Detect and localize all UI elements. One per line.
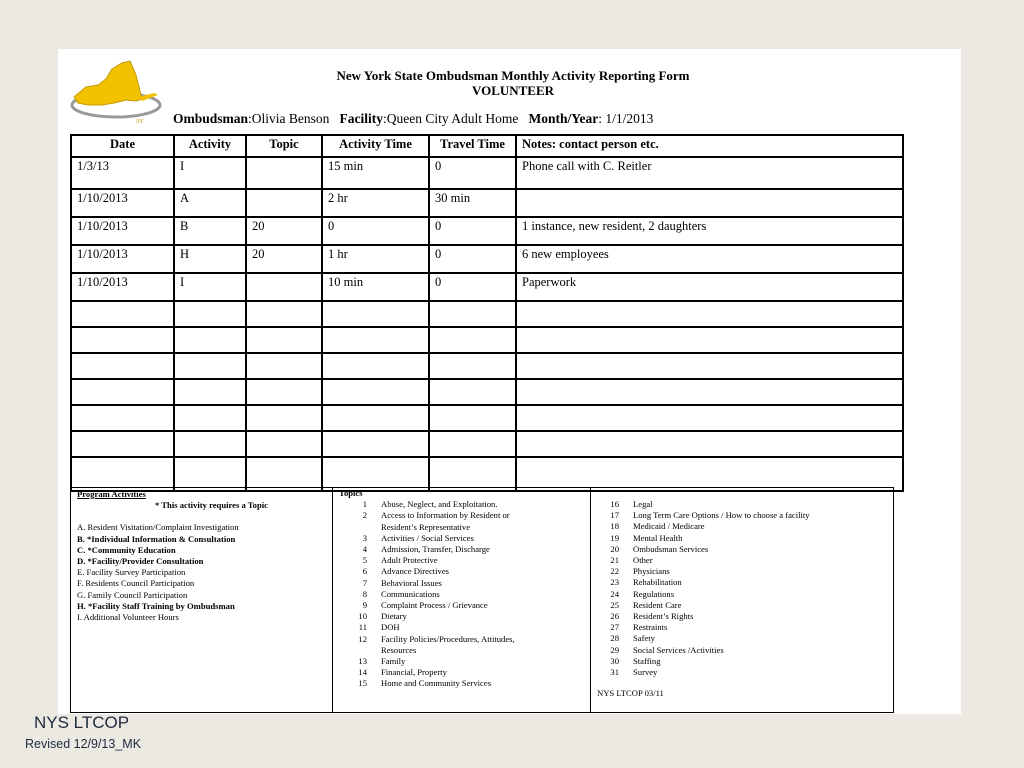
table-row bbox=[71, 245, 903, 273]
topic-text: Ombudsman Services bbox=[633, 543, 709, 554]
cell-date bbox=[71, 353, 174, 379]
activity-table bbox=[70, 134, 904, 492]
ombudsman-value: :Olivia Benson bbox=[248, 111, 330, 126]
topic-text: Dietary bbox=[381, 611, 407, 622]
topic-number: 25 bbox=[610, 599, 619, 610]
topic-item bbox=[339, 678, 584, 689]
facility-value: :Queen City Adult Home bbox=[383, 111, 519, 126]
cell-notes bbox=[516, 327, 903, 353]
cell-notes bbox=[516, 457, 903, 491]
cell-activity: I bbox=[174, 157, 246, 189]
column-header-topic: Topic bbox=[246, 135, 322, 157]
table-row bbox=[71, 189, 903, 217]
topic-number: 24 bbox=[610, 588, 619, 599]
program-activity-item: C. *Community Education bbox=[77, 544, 176, 555]
form-title: New York State Ombudsman Monthly Activity Reporting Form bbox=[336, 68, 690, 83]
table-row bbox=[71, 157, 903, 189]
cell-notes: 1 instance, new resident, 2 daughters bbox=[516, 217, 903, 245]
topic-text: Advance Directives bbox=[381, 566, 450, 577]
topic-number: 10 bbox=[358, 611, 367, 622]
month-year-value: : 1/1/2013 bbox=[598, 111, 654, 126]
program-activities-column bbox=[71, 488, 333, 712]
topic-number: 11 bbox=[358, 622, 367, 633]
cell-activity-time bbox=[322, 327, 429, 353]
topic-number: 26 bbox=[610, 611, 619, 622]
cell-topic bbox=[246, 157, 322, 189]
topic-number: 6 bbox=[362, 566, 367, 577]
cell-notes bbox=[516, 379, 903, 405]
cell-activity-time: 10 min bbox=[322, 273, 429, 301]
cell-topic bbox=[246, 353, 322, 379]
topic-item bbox=[339, 555, 584, 566]
topic-item bbox=[339, 499, 584, 510]
topic-item bbox=[597, 566, 887, 577]
topic-text: Access to Information by Resident or bbox=[381, 510, 510, 521]
topic-number: 18 bbox=[610, 521, 619, 532]
program-activity-item: H. *Facility Staff Training by Ombudsman bbox=[77, 600, 235, 611]
cell-activity: B bbox=[174, 217, 246, 245]
cell-activity bbox=[174, 353, 246, 379]
topic-item bbox=[339, 578, 584, 589]
topic-number: 12 bbox=[358, 633, 367, 644]
program-activity-item: E. Facility Survey Participation bbox=[77, 567, 186, 578]
cell-date: 1/3/13 bbox=[71, 157, 174, 189]
cell-topic bbox=[246, 379, 322, 405]
cell-travel-time: 0 bbox=[429, 217, 516, 245]
topic-item bbox=[597, 521, 887, 532]
topic-number: 7 bbox=[362, 577, 367, 588]
cell-activity: A bbox=[174, 189, 246, 217]
topic-number: 2 bbox=[362, 510, 367, 521]
cell-date bbox=[71, 431, 174, 457]
table-row bbox=[71, 301, 903, 327]
program-activity-item: B. *Individual Information & Consultation bbox=[77, 533, 236, 544]
cell-date bbox=[71, 379, 174, 405]
cell-notes: Paperwork bbox=[516, 273, 903, 301]
cell-travel-time: 0 bbox=[429, 157, 516, 189]
topic-text: Mental Health bbox=[633, 532, 683, 543]
topic-number: 22 bbox=[610, 566, 619, 577]
table-row bbox=[71, 353, 903, 379]
cell-activity-time: 0 bbox=[322, 217, 429, 245]
cell-topic bbox=[246, 457, 322, 491]
cell-activity bbox=[174, 301, 246, 327]
topic-text: Long Term Care Options / How to choose a facility bbox=[633, 510, 810, 521]
topic-text: Medicaid / Medicare bbox=[633, 521, 705, 532]
topic-item bbox=[339, 510, 584, 521]
cell-activity-time: 2 hr bbox=[322, 189, 429, 217]
cell-activity bbox=[174, 405, 246, 431]
topic-text: Rehabilitation bbox=[633, 577, 682, 588]
topic-text: DOH bbox=[381, 622, 400, 633]
topic-item bbox=[597, 544, 887, 555]
cell-activity-time bbox=[322, 431, 429, 457]
program-activity-item: A. Resident Visitation/Complaint Investigation bbox=[77, 522, 239, 533]
cell-date: 1/10/2013 bbox=[71, 245, 174, 273]
cell-date: 1/10/2013 bbox=[71, 189, 174, 217]
cell-activity bbox=[174, 457, 246, 491]
topic-text: Resources bbox=[381, 644, 417, 655]
cell-activity-time bbox=[322, 405, 429, 431]
topic-item bbox=[597, 622, 887, 633]
facility-label: Facility bbox=[339, 111, 384, 126]
cell-travel-time bbox=[429, 457, 516, 491]
cell-travel-time bbox=[429, 405, 516, 431]
topic-text: Financial, Property bbox=[381, 667, 447, 678]
cell-notes bbox=[516, 353, 903, 379]
table-row bbox=[71, 327, 903, 353]
topic-text: Adult Protective bbox=[381, 555, 438, 566]
topic-item bbox=[597, 611, 887, 622]
topic-text: Communications bbox=[381, 588, 440, 599]
cell-activity: I bbox=[174, 273, 246, 301]
column-header-date: Date bbox=[71, 135, 174, 157]
topic-number: 5 bbox=[362, 555, 367, 566]
program-activity-item: I. Additional Volunteer Hours bbox=[77, 612, 179, 623]
topic-number: 31 bbox=[610, 667, 619, 678]
program-activity-item: G. Family Council Participation bbox=[77, 589, 188, 600]
topic-item bbox=[339, 622, 584, 633]
cell-date: 1/10/2013 bbox=[71, 217, 174, 245]
table-row bbox=[71, 217, 903, 245]
svg-text:NY: NY bbox=[136, 119, 144, 125]
topic-number: 16 bbox=[610, 499, 619, 509]
topic-text: Family bbox=[381, 656, 406, 667]
topic-item bbox=[597, 667, 887, 678]
column-header-activity-time: Activity Time bbox=[322, 135, 429, 157]
topic-number bbox=[339, 645, 381, 656]
topic-text: Survey bbox=[633, 667, 658, 678]
topic-number: 3 bbox=[362, 532, 367, 543]
column-header-notes: Notes: contact person etc. bbox=[516, 135, 903, 157]
cell-topic bbox=[246, 189, 322, 217]
topic-number: 28 bbox=[610, 633, 619, 644]
table-row bbox=[71, 379, 903, 405]
topic-text: Behavioral Issues bbox=[381, 577, 442, 588]
topic-text: Activities / Social Services bbox=[381, 532, 474, 543]
topic-item bbox=[339, 522, 584, 533]
cell-date bbox=[71, 457, 174, 491]
topic-text: Safety bbox=[633, 633, 655, 644]
cell-date bbox=[71, 301, 174, 327]
topic-number: 13 bbox=[358, 656, 367, 667]
topic-item bbox=[339, 656, 584, 667]
cell-activity: H bbox=[174, 245, 246, 273]
topics-column-2 bbox=[591, 488, 893, 712]
cell-travel-time bbox=[429, 379, 516, 405]
cell-travel-time: 0 bbox=[429, 245, 516, 273]
ombudsman-label: Ombudsman bbox=[173, 111, 249, 126]
cell-travel-time bbox=[429, 327, 516, 353]
cell-activity bbox=[174, 431, 246, 457]
cell-travel-time: 30 min bbox=[429, 189, 516, 217]
topic-text: Restraints bbox=[633, 622, 668, 633]
cell-topic bbox=[246, 273, 322, 301]
cell-notes bbox=[516, 405, 903, 431]
topic-item bbox=[339, 611, 584, 622]
topic-text: Abuse, Neglect, and Exploitation. bbox=[381, 499, 498, 510]
new-york-state-logo-icon bbox=[66, 53, 162, 129]
cell-travel-time bbox=[429, 301, 516, 327]
topics-column-1 bbox=[333, 488, 591, 712]
program-activity-item: F. Residents Council Participation bbox=[77, 578, 195, 589]
topic-text: Complaint Process / Grievance bbox=[381, 600, 488, 611]
legend-panel bbox=[70, 487, 894, 713]
cell-date: 1/10/2013 bbox=[71, 273, 174, 301]
topic-required-note: * This activity requires a Topic bbox=[155, 500, 268, 511]
cell-travel-time: 0 bbox=[429, 273, 516, 301]
topic-item bbox=[597, 555, 887, 566]
topic-number: 21 bbox=[610, 555, 619, 566]
topic-number: 4 bbox=[362, 544, 367, 555]
table-row bbox=[71, 431, 903, 457]
topic-text: Resident Care bbox=[633, 599, 682, 610]
cell-date bbox=[71, 327, 174, 353]
table-row bbox=[71, 273, 903, 301]
topic-number: 15 bbox=[358, 678, 367, 689]
cell-activity-time: 1 hr bbox=[322, 245, 429, 273]
topic-item bbox=[597, 645, 887, 656]
cell-topic bbox=[246, 327, 322, 353]
topic-item bbox=[339, 533, 584, 544]
topic-item bbox=[597, 577, 887, 588]
topic-item bbox=[597, 533, 887, 544]
cell-date bbox=[71, 405, 174, 431]
topic-item bbox=[339, 589, 584, 600]
cell-topic bbox=[246, 405, 322, 431]
topic-number: 8 bbox=[362, 588, 367, 599]
topic-item bbox=[339, 667, 584, 678]
topic-item bbox=[339, 645, 584, 656]
cell-activity-time bbox=[322, 301, 429, 327]
topic-text: Other bbox=[633, 555, 653, 566]
topic-number: 14 bbox=[358, 667, 367, 678]
cell-topic bbox=[246, 301, 322, 327]
topic-text: Admission, Transfer, Discharge bbox=[381, 544, 490, 555]
topic-text: Home and Community Services bbox=[381, 678, 492, 689]
topics-title: Topics bbox=[339, 488, 363, 498]
footer-revision: Revised 12/9/13_MK bbox=[25, 737, 142, 751]
footer-organization: NYS LTCOP bbox=[34, 713, 130, 732]
topic-item bbox=[597, 499, 887, 510]
topic-item bbox=[597, 589, 887, 600]
column-header-travel-time: Travel Time bbox=[429, 135, 516, 157]
topic-text: Facility Policies/Procedures, Attitudes, bbox=[381, 633, 515, 644]
topic-number: 17 bbox=[610, 510, 619, 521]
topic-number: 9 bbox=[362, 600, 367, 611]
cell-topic bbox=[246, 431, 322, 457]
topic-number: 29 bbox=[610, 644, 619, 655]
cell-activity-time: 15 min bbox=[322, 157, 429, 189]
topic-text: Staffing bbox=[633, 655, 661, 666]
topic-text: Physicians bbox=[633, 566, 670, 577]
cell-activity-time bbox=[322, 353, 429, 379]
cell-activity-time bbox=[322, 379, 429, 405]
cell-activity-time bbox=[322, 457, 429, 491]
cell-notes: 6 new employees bbox=[516, 245, 903, 273]
topic-item bbox=[597, 600, 887, 611]
topic-number: 1 bbox=[362, 499, 367, 510]
topic-number: 23 bbox=[610, 577, 619, 588]
topic-number: 27 bbox=[610, 622, 619, 633]
topic-text: Resident’s Rights bbox=[633, 611, 694, 622]
topic-number: 30 bbox=[610, 655, 619, 666]
program-activities-title: Program Activities bbox=[77, 489, 146, 499]
topic-item bbox=[597, 656, 887, 667]
cell-notes bbox=[516, 431, 903, 457]
table-row bbox=[71, 405, 903, 431]
topic-number: 20 bbox=[610, 543, 619, 554]
form-sheet bbox=[58, 49, 961, 714]
topic-item bbox=[339, 634, 584, 645]
column-header-activity: Activity bbox=[174, 135, 246, 157]
table-row bbox=[71, 457, 903, 491]
topic-number: 19 bbox=[610, 532, 619, 543]
cell-topic: 20 bbox=[246, 245, 322, 273]
cell-activity bbox=[174, 379, 246, 405]
topic-item bbox=[339, 544, 584, 555]
topic-item bbox=[597, 510, 887, 521]
topic-item bbox=[339, 566, 584, 577]
topic-item bbox=[597, 633, 887, 644]
cell-topic: 20 bbox=[246, 217, 322, 245]
cell-travel-time bbox=[429, 431, 516, 457]
topic-text: Social Services /Activities bbox=[633, 644, 724, 655]
cell-notes bbox=[516, 301, 903, 327]
topic-item bbox=[339, 600, 584, 611]
topic-number bbox=[339, 522, 381, 533]
form-subtitle: VOLUNTEER bbox=[471, 83, 555, 98]
topic-text: Regulations bbox=[633, 588, 675, 599]
cell-notes bbox=[516, 189, 903, 217]
cell-notes: Phone call with C. Reitler bbox=[516, 157, 903, 189]
topic-text: Legal bbox=[633, 499, 653, 509]
table-header-row bbox=[71, 135, 903, 157]
month-year-label: Month/Year bbox=[528, 111, 599, 126]
cell-activity bbox=[174, 327, 246, 353]
cell-travel-time bbox=[429, 353, 516, 379]
topic-text: Resident’s Representative bbox=[381, 521, 471, 532]
program-activity-item: D. *Facility/Provider Consultation bbox=[77, 556, 204, 567]
form-header-info bbox=[173, 111, 653, 127]
form-code: NYS LTCOP 03/11 bbox=[597, 688, 664, 699]
